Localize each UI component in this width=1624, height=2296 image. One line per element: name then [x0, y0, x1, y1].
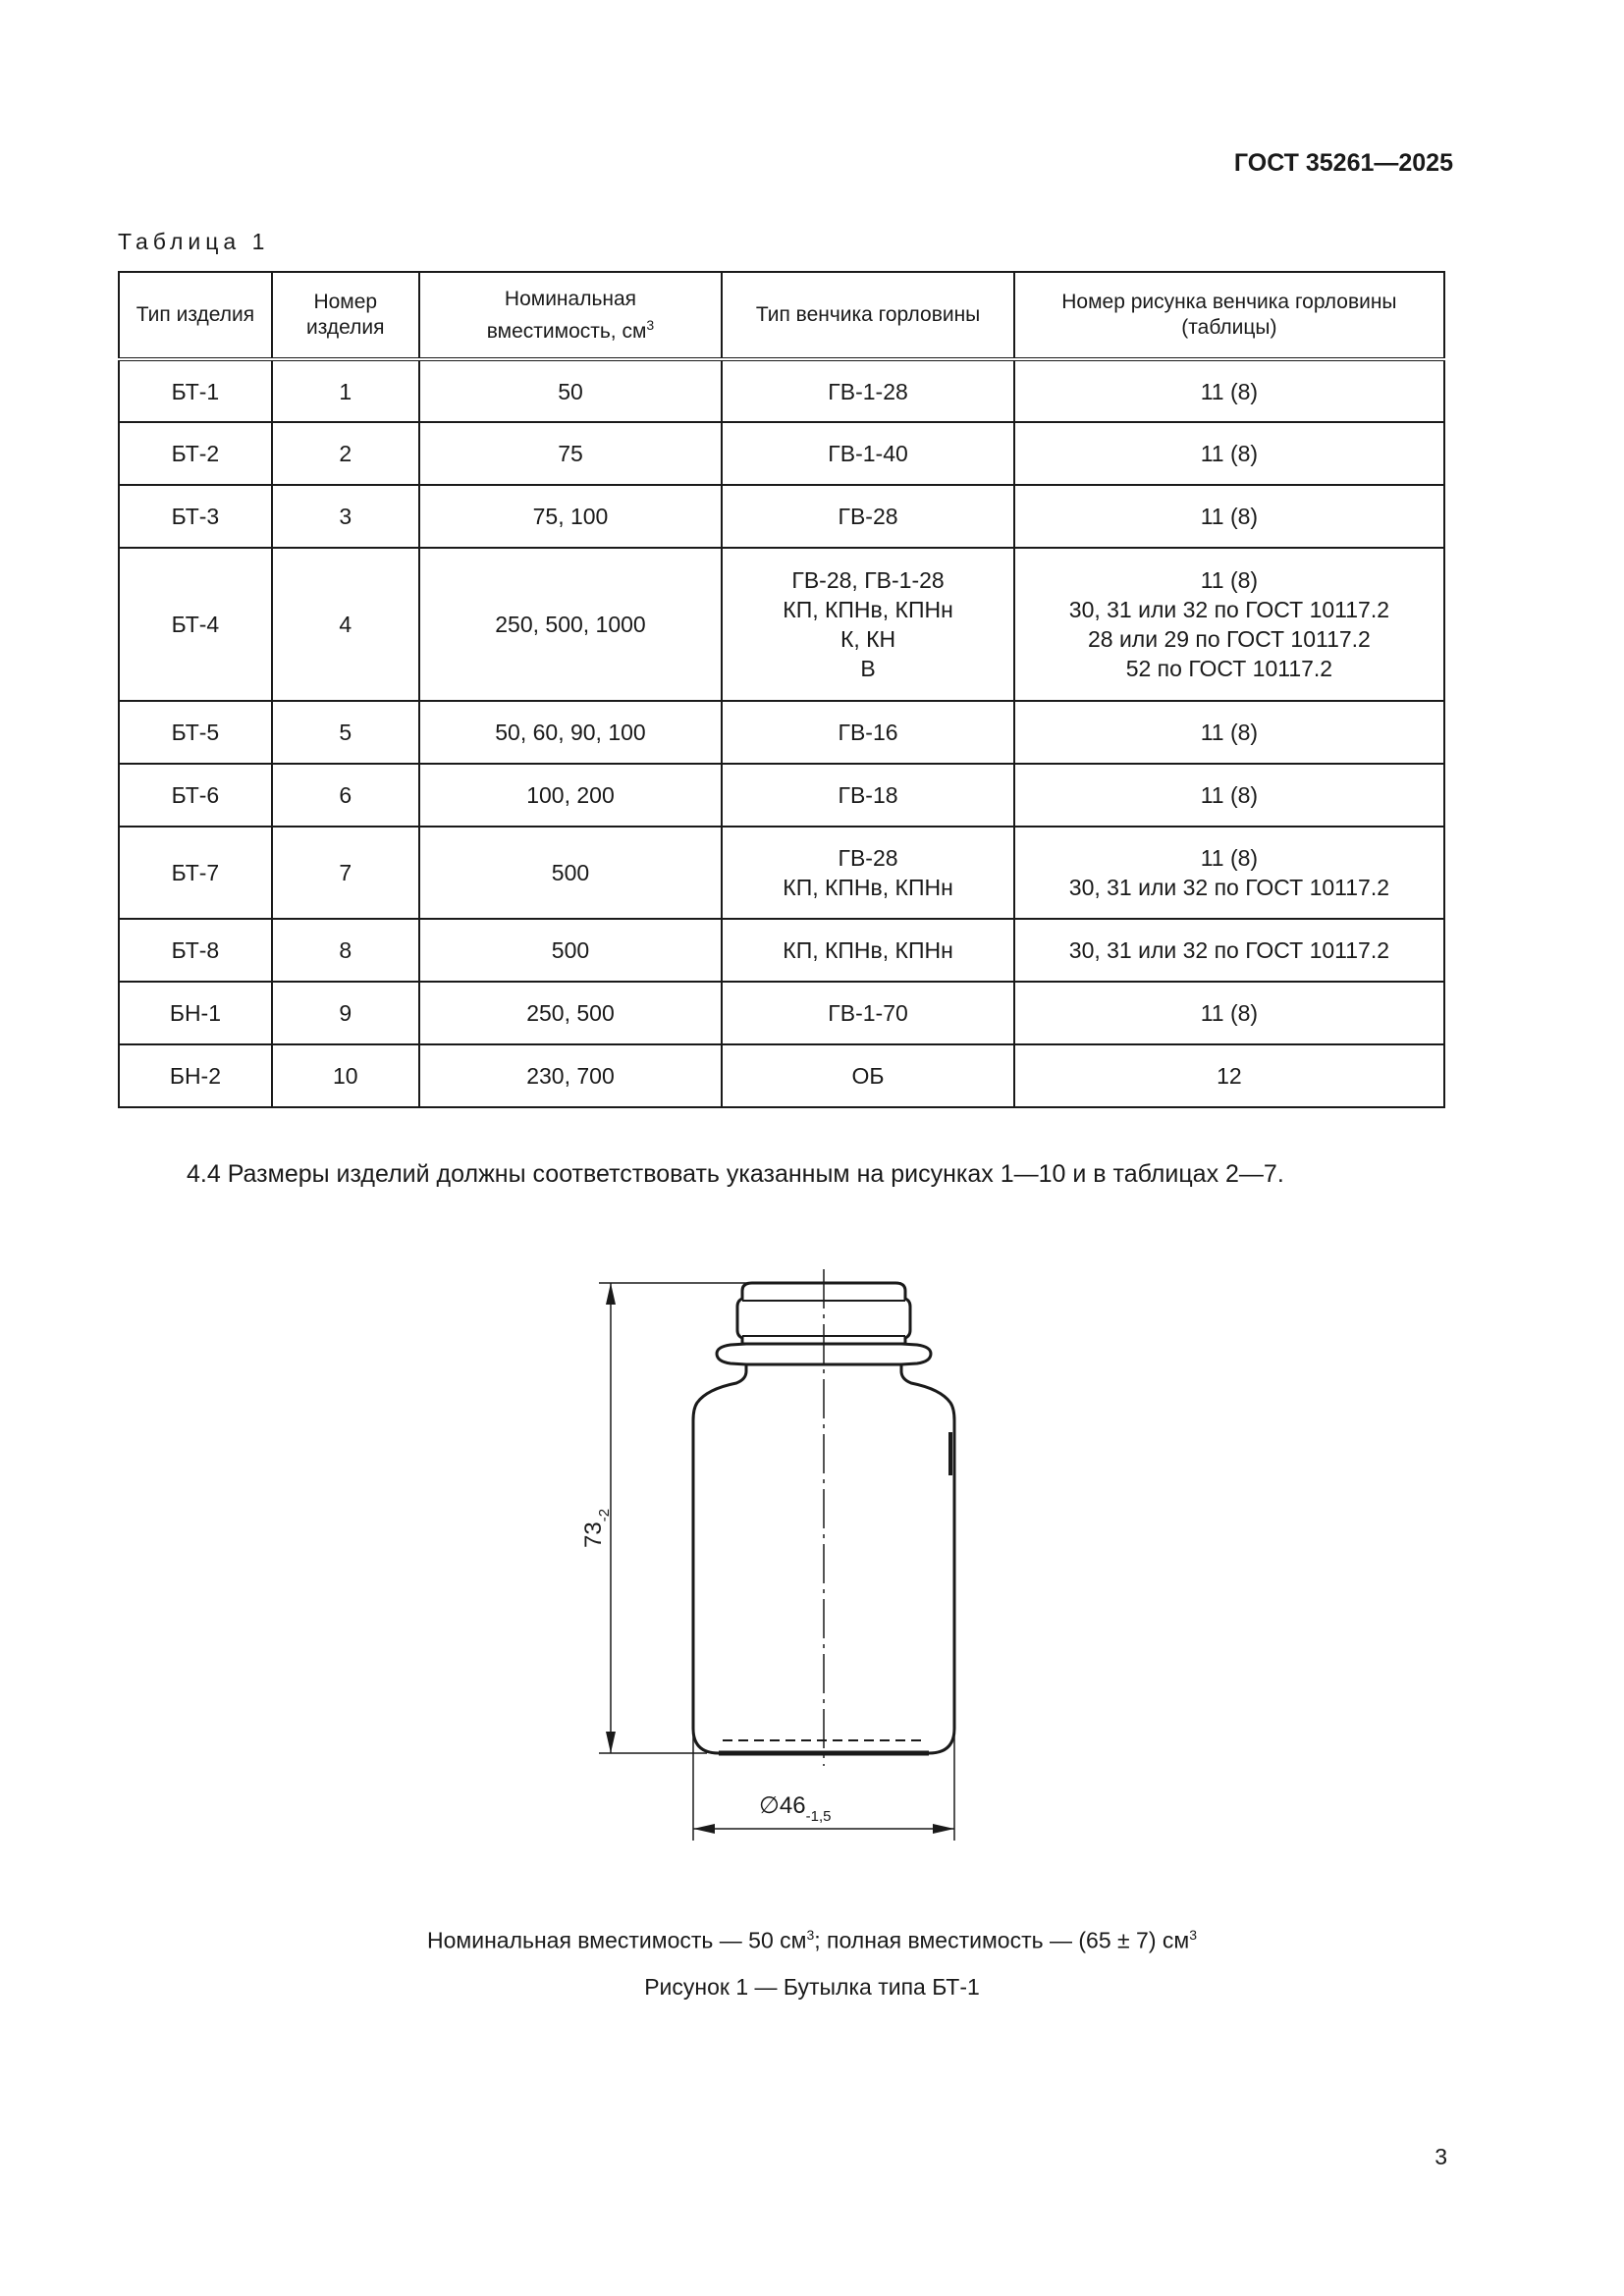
table-cell-neck: ГВ-16 — [722, 701, 1014, 764]
table-cell-capacity: 250, 500, 1000 — [419, 548, 723, 701]
table-row — [119, 548, 1444, 701]
figure-caption: Рисунок 1 — Бутылка типа БТ-1 — [644, 1974, 980, 2000]
table-cell-capacity: 500 — [419, 827, 723, 919]
table-cell-figure: 12 — [1014, 1044, 1444, 1107]
header-type: Тип изделия — [119, 272, 272, 359]
table-row — [119, 485, 1444, 548]
table-cell-figure: 11 (8) — [1014, 764, 1444, 827]
table-row — [119, 827, 1444, 919]
table-header-row — [119, 272, 1444, 359]
table-cell-capacity: 75 — [419, 422, 723, 485]
bottle-drawing — [550, 1252, 1021, 1850]
table-cell-number: 1 — [272, 359, 419, 422]
table-cell-number: 7 — [272, 827, 419, 919]
table-cell-neck: ГВ-1-40 — [722, 422, 1014, 485]
height-arrow-bottom — [606, 1732, 616, 1753]
diameter-arrow-left — [693, 1824, 715, 1834]
table-cell-type: БТ-8 — [119, 919, 272, 982]
table-cell-neck: ГВ-18 — [722, 764, 1014, 827]
table-row — [119, 422, 1444, 485]
table-cell-number: 9 — [272, 982, 419, 1044]
table-cell-number: 4 — [272, 548, 419, 701]
table-cell-capacity: 50, 60, 90, 100 — [419, 701, 723, 764]
table-cell-capacity: 100, 200 — [419, 764, 723, 827]
table-cell-figure: 11 (8) — [1014, 422, 1444, 485]
table-cell-number: 8 — [272, 919, 419, 982]
table-cell-type: БН-2 — [119, 1044, 272, 1107]
table-cell-figure: 11 (8) — [1014, 485, 1444, 548]
height-arrow-top — [606, 1283, 616, 1305]
table-cell-figure: 11 (8) — [1014, 982, 1444, 1044]
table-cell-figure: 11 (8) 30, 31 или 32 по ГОСТ 10117.2 28 или 29 по ГОСТ 10117.2 52 по ГОСТ 10117.2 — [1014, 548, 1444, 701]
spec-table — [118, 271, 1445, 1108]
table-cell-type: БТ-7 — [119, 827, 272, 919]
header-capacity: Номинальная вместимость, $см^3$ — [419, 272, 723, 359]
table-cell-capacity: 250, 500 — [419, 982, 723, 1044]
table-cell-type: БТ-2 — [119, 422, 272, 485]
table-cell-type: БН-1 — [119, 982, 272, 1044]
diameter-arrow-right — [933, 1824, 954, 1834]
figure-capacity-note: Номинальная вместимость — 50 $см^3$; полная вместимость — (65 ± 7) $см^3$ — [427, 1927, 1197, 1953]
table-cell-number: 10 — [272, 1044, 419, 1107]
table-cell-neck: ГВ-28, ГВ-1-28 КП, КПНв, КПНн К, КН В — [722, 548, 1014, 701]
table-cell-capacity: 500 — [419, 919, 723, 982]
table-row — [119, 1044, 1444, 1107]
table-cell-capacity: 230, 700 — [419, 1044, 723, 1107]
table-cell-neck: ГВ-28 КП, КПНв, КПНн — [722, 827, 1014, 919]
table-cell-type: БТ-4 — [119, 548, 272, 701]
table-cell-neck: ОБ — [722, 1044, 1014, 1107]
table-row — [119, 982, 1444, 1044]
table-cell-number: 5 — [272, 701, 419, 764]
table-cell-number: 2 — [272, 422, 419, 485]
table-cell-figure: 11 (8) 30, 31 или 32 по ГОСТ 10117.2 — [1014, 827, 1444, 919]
table-cell-type: БТ-5 — [119, 701, 272, 764]
header-neck-type: Тип венчика горловины — [722, 272, 1014, 359]
table-cell-number: 6 — [272, 764, 419, 827]
table-cell-type: БТ-3 — [119, 485, 272, 548]
table-cell-number: 3 — [272, 485, 419, 548]
table-cell-type: БТ-6 — [119, 764, 272, 827]
table-cell-neck: ГВ-1-28 — [722, 359, 1014, 422]
diameter-dimension-label: $\emptyset 46_{-1,5}$ — [759, 1792, 832, 1825]
table-caption: Таблица 1 — [118, 229, 270, 254]
table-cell-type: БТ-1 — [119, 359, 272, 422]
page-number: 3 — [1435, 2144, 1447, 2169]
table-row — [119, 701, 1444, 764]
table-row — [119, 764, 1444, 827]
table-row — [119, 359, 1444, 422]
table-cell-neck: КП, КПНв, КПНн — [722, 919, 1014, 982]
table-row — [119, 919, 1444, 982]
table-cell-neck: ГВ-28 — [722, 485, 1014, 548]
table-cell-figure: 30, 31 или 32 по ГОСТ 10117.2 — [1014, 919, 1444, 982]
table-cell-figure: 11 (8) — [1014, 701, 1444, 764]
table-cell-capacity: 50 — [419, 359, 723, 422]
paragraph-4-4: 4.4 Размеры изделий должны соответствовать указанным на рисунках 1—10 и в таблицах 2—7. — [187, 1160, 1284, 1188]
table-cell-neck: ГВ-1-70 — [722, 982, 1014, 1044]
header-figure-number: Номер рисунка венчика горловины (таблицы) — [1014, 272, 1444, 359]
table-cell-capacity: 75, 100 — [419, 485, 723, 548]
header-number: Номер изделия — [272, 272, 419, 359]
table-cell-figure: 11 (8) — [1014, 359, 1444, 422]
document-code: ГОСТ 35261—2025 — [1233, 149, 1453, 177]
height-dimension-label: $73_{-2}$ — [580, 1508, 613, 1548]
